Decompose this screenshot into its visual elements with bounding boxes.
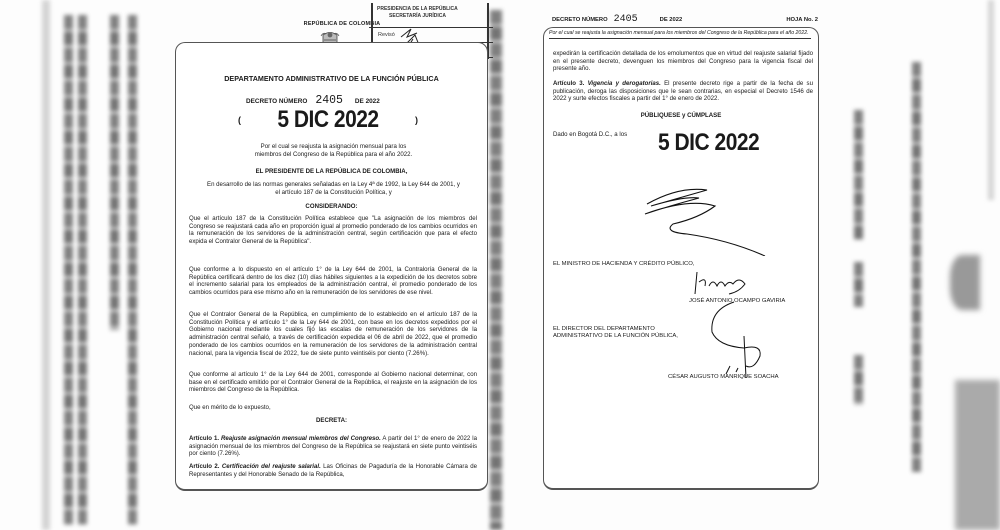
president-signature-icon	[639, 176, 789, 256]
page-edge-shadow	[42, 0, 50, 530]
director-signature-icon	[704, 296, 774, 386]
decree-number-line	[246, 94, 380, 107]
blurred-text-column	[110, 15, 119, 330]
stamp-reviewed-label: Revisó	[378, 32, 395, 38]
page-edge-shadow	[988, 0, 994, 200]
decree-year: DE 2022	[659, 17, 683, 23]
decree-number-label: DECRETO NÚMERO	[246, 98, 308, 105]
decree-number-label: DECRETO NÚMERO	[552, 17, 608, 23]
decree-year: DE 2022	[354, 98, 380, 105]
blurred-crest	[950, 255, 980, 310]
president-heading: EL PRESIDENTE DE LA REPÚBLICA DE COLOMBIA,	[255, 168, 408, 175]
signing-date-stamp: 5 DIC 2022	[658, 129, 760, 156]
minister-name: JOSÉ ANTONIO OCAMPO GAVIRIA	[689, 298, 786, 304]
considerando-4: Que conforme al artículo 1° de la Ley 644 de 2001, corresponde al Gobierno nacional determinar, con base en el certificado emitido por el Contralor General de la República, el reajuste en la asignación de los miembros del Congreso de la República.	[189, 371, 477, 394]
paren-close: )	[414, 115, 418, 125]
gutter-blurred-strip	[490, 10, 502, 530]
articulo-1-text: A partir del 1° de enero de 2022 la asignación mensual de los miembros del Congreso de la República se reajustará en siete punto veintiséis por ciento (7.26%).	[189, 435, 478, 458]
page-2-header-line	[552, 14, 818, 25]
given-in-line: Dado en Bogotá D.C., a los	[553, 131, 628, 138]
sheet-number: HOJA No. 2	[786, 17, 818, 23]
director-title-line-1: EL DIRECTOR DEL DEPARTAMENTO	[553, 326, 655, 332]
director-name: CÉSAR AUGUSTO MANRIQUE SOACHA	[668, 374, 779, 380]
articulo-1-title: Reajuste asignación mensual miembros del Congreso.	[221, 435, 381, 442]
blurred-text-column	[64, 15, 73, 525]
legal-authority: En desarrollo de las normas generales señaladas en la Ley 4ª de 1992, la Ley 644 de 2001, y el artículo 187 de la Constitución Política, y	[207, 181, 460, 196]
decree-subject: Por el cual se reajusta la asignación mensual para los miembros del Congreso de la República para el año 2022.	[254, 143, 413, 158]
blurred-text-column	[854, 355, 863, 405]
minister-title: EL MINISTRO DE HACIENDA Y CRÉDITO PÚBLICO,	[553, 261, 695, 267]
articulo-3-label: Artículo 3.	[553, 80, 585, 87]
articulo-3-text: El presente decreto rige a partir de la fecha de su publicación, deroga las disposiciones que le sean contrarias, en especial el Decreto 1546 de 2022 y surte efectos fiscales a partir del 1° de enero de 2022.	[553, 80, 813, 103]
director-title-line-2: ADMINISTRATIVO DE LA FUNCIÓN PÚBLICA,	[553, 333, 678, 340]
paren-open: (	[238, 115, 241, 125]
considerando-3: Que el Contralor General de la República, en cumplimiento de lo establecido en el artículo 187 de la Constitución Política y el artículo 1° de la Ley 644 de 2001, con base en los decretos expedidos por el Gobierno nacional mediante los cuales fijó las escalas de remuneración de los servidores de la administración central señaló, a través de certificación expedida el 06 de abril de 2022, que el promedio ponderado de los cambios ocurridos en la remuneración de los servidores de la administración central nacional, para la vigencia fiscal de 2022, fue de siete punto veintiséis por ciento (7.26%).	[189, 311, 477, 357]
blurred-text-column	[854, 262, 863, 307]
page-1-bordered-body	[175, 42, 488, 491]
page-2-subject-header: Por el cual se reajusta la asignación mensual para los miembros del Congreso de la República para el año 2022.	[549, 30, 811, 39]
decree-number-value: 2405	[315, 94, 343, 107]
decree-date-line	[238, 108, 418, 132]
articulo-3	[553, 80, 813, 103]
considerando-2: Que conforme a lo dispuesto en el artículo 1° de la Ley 644 de 2001, la Contraloría General de la República certificará dentro de los diez (10) días hábiles siguientes a la expedición de los decretos sobre el incremento salarial para los empleados de la administración central, el promedio ponderado de los cambios ocurridos para ese mismo año en la remuneración de los servidores de ese nivel.	[189, 266, 477, 297]
republic-header: REPÚBLICA DE COLOMBIA	[303, 21, 381, 27]
decreta-heading: DECRETA:	[315, 417, 348, 424]
stamp-line-2: SECRETARÍA JURÍDICA	[389, 13, 446, 19]
merito-line: Que en mérito de lo expuesto,	[189, 404, 271, 411]
blurred-stamp	[955, 380, 1000, 530]
blurred-text-column	[854, 110, 863, 240]
blurred-text-column	[128, 15, 137, 525]
blurred-text-column	[78, 15, 87, 525]
articulo-2-text: Las Oficinas de Pagaduría de la Honorable Cámara de Representantes y del Honorable Senado de la República,	[189, 463, 477, 478]
articulo-1-label: Artículo 1.	[189, 435, 220, 442]
articulo-2	[189, 463, 477, 478]
considerando-1: Que el artículo 187 de la Constitución Política establece que "La asignación de los miembros del Congreso se reajustará cada año en proporción igual al promedio ponderado de los cambios ocurridos en la remuneración de los servidores de la administración central, según certificación que para el efecto expida el Contralor General de la República".	[189, 215, 477, 246]
decree-date-stamp: 5 DIC 2022	[277, 106, 379, 133]
considerando-heading: CONSIDERANDO:	[305, 203, 358, 210]
department-title: DEPARTAMENTO ADMINISTRATIVO DE LA FUNCIÓN PÚBLICA	[224, 74, 439, 83]
page-2-bordered-body	[543, 27, 819, 490]
articulo-1	[189, 435, 477, 458]
blurred-text-column	[912, 62, 921, 472]
director-title	[553, 326, 678, 340]
articulo-2-label: Artículo 2.	[189, 463, 220, 470]
decree-number-value: 2405	[613, 14, 638, 25]
articulo-2-continuation: expedirán la certificación detallada de los emolumentos que en virtud del reajuste salarial fijado en el presente decreto, devenguen los miembros del Congreso para la vigencia fiscal del presente año.	[553, 50, 813, 73]
articulo-3-title: Vigencia y derogatorias.	[587, 80, 661, 87]
stamp-line-1: PRESIDENCIA DE LA REPÚBLICA	[377, 6, 458, 12]
articulo-2-title: Certificación del reajuste salarial.	[221, 463, 321, 470]
publiquese-heading: PÚBLIQUESE y CÚMPLASE	[640, 112, 722, 119]
